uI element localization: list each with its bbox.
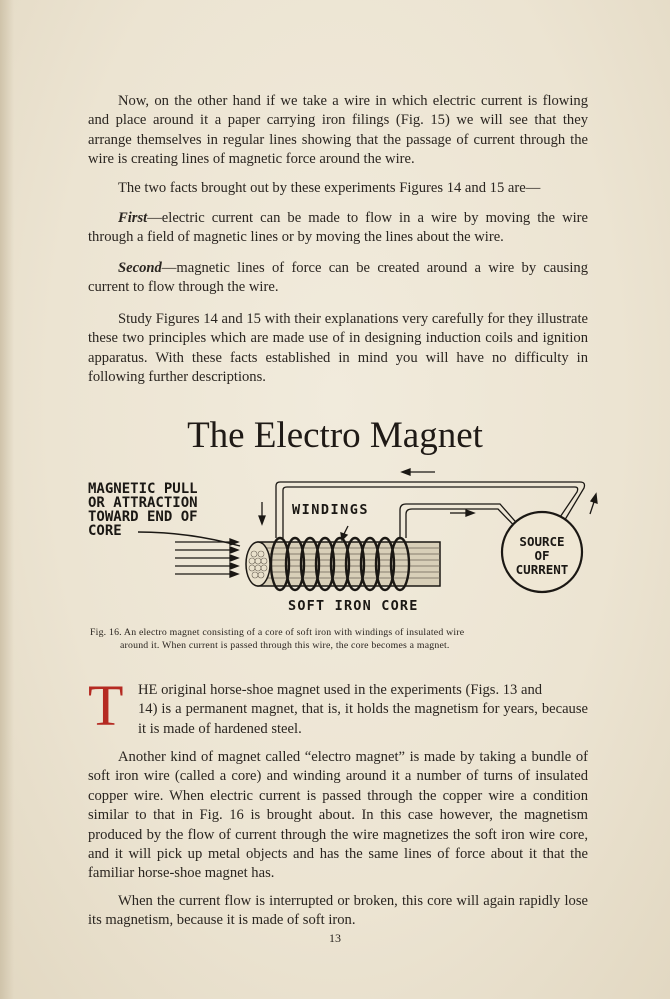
figure-caption	[90, 626, 588, 652]
section-heading: The Electro Magnet	[187, 415, 483, 456]
label-source-line2: OF	[534, 548, 550, 563]
lead-second: Second	[118, 260, 162, 276]
paragraph-first: First—electric current can be made to flow in a wire by moving the wire through a field of magnetic lines or by moving the lines about the wire.	[88, 210, 588, 246]
label-pull-line3: TOWARD END OF	[88, 509, 198, 525]
paragraph-current-flow: Now, on the other hand if we take a wire in which electric current is flowing and place around it a paper carrying iron filings (Fig. 15) we will see that they arrange themselves in regular lines showing that the passage of current through the wire is creating lines of magnetic force around the wire.	[88, 93, 588, 168]
paragraph-horse-shoe: HE original horse-shoe magnet used in the experiments (Figs. 13 and 14) is a permanent magnet, that is, it holds the magnetism for years, because it is made of hardened steel.	[138, 682, 588, 737]
page-edge-shadow	[0, 0, 14, 999]
label-pull-line2: OR ATTRACTION	[88, 495, 198, 511]
label-windings: WINDINGS	[292, 502, 370, 518]
page-number: 13	[329, 931, 341, 945]
label-pull-line1: MAGNETIC PULL	[88, 481, 198, 497]
soft-iron-core	[246, 542, 440, 586]
electro-magnet-figure	[80, 462, 600, 624]
source-of-current	[502, 512, 582, 592]
caption-line-1: Fig. 16. An electro magnet consisting of a core of soft iron with windings of insulated wire	[90, 627, 465, 638]
paragraph-study-figures: Study Figures 14 and 15 with their explanations very carefully for they illustrate these two principles which are made use of in designing induction coils and ignition apparatus. With these facts established in mind you will have no difficulty in following further descriptions.	[88, 311, 588, 386]
paragraph-interrupted: When the current flow is interrupted or broken, this core will again rapidly lose its magnetism, because it is made of soft iron.	[88, 893, 588, 929]
label-source-line3: CURRENT	[515, 562, 569, 577]
label-source-line1: SOURCE	[519, 534, 565, 549]
leader-line-core	[138, 532, 240, 546]
paragraph-two-facts: The two facts brought out by these experiments Figures 14 and 15 are—	[118, 180, 541, 196]
drop-cap: T	[88, 673, 124, 738]
paragraph-electro-magnet: Another kind of magnet called “electro magnet” is made by taking a bundle of soft iron wire (called a core) and winding around it a number of turns of insulated copper wire. When electric current is passed through the copper wire a condition similar to that in Fig. 16 is brought about. In this case however, the magnetism produced by the flow of current through the wire magnetizes the soft iron wire core, and it will pick up metal objects and has the same lines of force about it that the familiar horse-shoe magnet has.	[88, 749, 588, 882]
lead-first: First	[118, 210, 148, 226]
attraction-arrows	[175, 539, 238, 577]
paragraph-second: Second—magnetic lines of force can be created around a wire by causing current to flow through the wire.	[88, 260, 588, 296]
caption-line-2: around it. When current is passed through this wire, the core becomes a magnet.	[120, 640, 450, 651]
label-pull-line4: CORE	[88, 523, 122, 539]
label-soft-iron-core: SOFT IRON CORE	[288, 598, 419, 614]
